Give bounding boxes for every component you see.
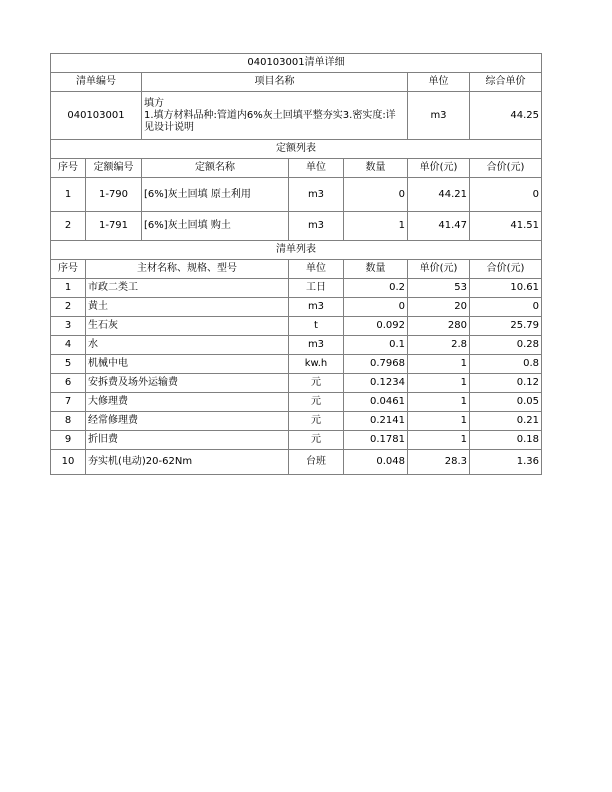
- material-no: 9: [51, 431, 86, 450]
- material-qty: 0.0461: [344, 393, 408, 412]
- material-row: [51, 298, 542, 317]
- material-unit-price: 1: [408, 412, 470, 431]
- quota-unit-price: 41.47: [408, 212, 470, 241]
- item-unit-header: 单位: [408, 73, 470, 92]
- material-qty: 0.1: [344, 336, 408, 355]
- material-no: 1: [51, 279, 86, 298]
- item-price: 44.25: [470, 92, 542, 140]
- material-total: 0.12: [470, 374, 542, 393]
- quota-row: [51, 212, 542, 241]
- material-name: 生石灰: [86, 317, 289, 336]
- quota-no: 2: [51, 212, 86, 241]
- material-qty: 0.7968: [344, 355, 408, 374]
- material-unit: 元: [289, 393, 344, 412]
- material-row: [51, 317, 542, 336]
- material-name: 机械中电: [86, 355, 289, 374]
- item-code: 040103001: [51, 92, 142, 140]
- item-header-row: [51, 73, 542, 92]
- item-code-header: 清单编号: [51, 73, 142, 92]
- material-no: 3: [51, 317, 86, 336]
- quota-header-no: 序号: [51, 159, 86, 178]
- material-qty: 0.1234: [344, 374, 408, 393]
- materials-header-unit: 单位: [289, 260, 344, 279]
- bill-detail-table: [50, 53, 542, 475]
- material-total: 0.18: [470, 431, 542, 450]
- page-title: 040103001清单详细: [51, 54, 542, 73]
- quota-row: [51, 178, 542, 212]
- material-row: [51, 412, 542, 431]
- material-unit: m3: [289, 298, 344, 317]
- quota-total: 41.51: [470, 212, 542, 241]
- quota-header-code: 定额编号: [86, 159, 142, 178]
- material-total: 0: [470, 298, 542, 317]
- materials-section-row: [51, 241, 542, 260]
- material-row: [51, 431, 542, 450]
- quota-section-row: [51, 140, 542, 159]
- material-row: [51, 336, 542, 355]
- materials-header-no: 序号: [51, 260, 86, 279]
- quota-header-name: 定额名称: [142, 159, 289, 178]
- materials-header-total: 合价(元): [470, 260, 542, 279]
- quota-no: 1: [51, 178, 86, 212]
- material-unit: 元: [289, 374, 344, 393]
- material-total: 0.21: [470, 412, 542, 431]
- material-name: 黄土: [86, 298, 289, 317]
- item-unit: m3: [408, 92, 470, 140]
- material-row: [51, 374, 542, 393]
- material-total: 0.8: [470, 355, 542, 374]
- material-unit-price: 28.3: [408, 450, 470, 475]
- material-row: [51, 450, 542, 475]
- item-name-line1: 填方: [144, 97, 164, 109]
- material-name: 折旧费: [86, 431, 289, 450]
- material-row: [51, 393, 542, 412]
- material-unit-price: 20: [408, 298, 470, 317]
- material-total: 25.79: [470, 317, 542, 336]
- quota-unit-price: 44.21: [408, 178, 470, 212]
- quota-header-unit-price: 单价(元): [408, 159, 470, 178]
- material-qty: 0.2141: [344, 412, 408, 431]
- material-unit-price: 2.8: [408, 336, 470, 355]
- title-row: [51, 54, 542, 73]
- material-unit-price: 280: [408, 317, 470, 336]
- quota-name: [6%]灰土回填 原土利用: [142, 178, 289, 212]
- material-total: 0.28: [470, 336, 542, 355]
- material-qty: 0.2: [344, 279, 408, 298]
- material-unit-price: 1: [408, 374, 470, 393]
- material-no: 6: [51, 374, 86, 393]
- material-name: 夯实机(电动)20-62Nm: [86, 450, 289, 475]
- material-qty: 0.092: [344, 317, 408, 336]
- quota-section-title: 定额列表: [51, 140, 542, 159]
- material-no: 8: [51, 412, 86, 431]
- material-unit-price: 53: [408, 279, 470, 298]
- material-total: 10.61: [470, 279, 542, 298]
- material-qty: 0: [344, 298, 408, 317]
- material-row: [51, 279, 542, 298]
- material-no: 5: [51, 355, 86, 374]
- material-unit: t: [289, 317, 344, 336]
- material-row: [51, 355, 542, 374]
- quota-qty: 0: [344, 178, 408, 212]
- item-name-line2: 1.填方材料品种:管道内6%灰土回填平整夯实3.密实度:详见设计说明: [144, 109, 396, 133]
- quota-name: [6%]灰土回填 购土: [142, 212, 289, 241]
- material-name: 安拆费及场外运输费: [86, 374, 289, 393]
- material-unit: 工日: [289, 279, 344, 298]
- material-name: 水: [86, 336, 289, 355]
- quota-unit: m3: [289, 178, 344, 212]
- quota-code: 1-790: [86, 178, 142, 212]
- material-name: 市政二类工: [86, 279, 289, 298]
- material-no: 2: [51, 298, 86, 317]
- quota-code: 1-791: [86, 212, 142, 241]
- material-unit: kw.h: [289, 355, 344, 374]
- item-price-header: 综合单价: [470, 73, 542, 92]
- material-no: 7: [51, 393, 86, 412]
- materials-header-name: 主材名称、规格、型号: [86, 260, 289, 279]
- materials-section-title: 清单列表: [51, 241, 542, 260]
- material-unit-price: 1: [408, 431, 470, 450]
- material-unit: 元: [289, 431, 344, 450]
- material-qty: 0.1781: [344, 431, 408, 450]
- item-name: [142, 92, 408, 140]
- quota-header-total: 合价(元): [470, 159, 542, 178]
- quota-total: 0: [470, 178, 542, 212]
- material-unit-price: 1: [408, 393, 470, 412]
- material-unit-price: 1: [408, 355, 470, 374]
- material-total: 1.36: [470, 450, 542, 475]
- quota-header-row: [51, 159, 542, 178]
- material-no: 10: [51, 450, 86, 475]
- materials-header-qty: 数量: [344, 260, 408, 279]
- quota-unit: m3: [289, 212, 344, 241]
- material-unit: m3: [289, 336, 344, 355]
- item-name-header: 项目名称: [142, 73, 408, 92]
- material-unit: 台班: [289, 450, 344, 475]
- quota-header-qty: 数量: [344, 159, 408, 178]
- material-name: 经常修理费: [86, 412, 289, 431]
- material-no: 4: [51, 336, 86, 355]
- quota-qty: 1: [344, 212, 408, 241]
- material-name: 大修理费: [86, 393, 289, 412]
- materials-header-row: [51, 260, 542, 279]
- material-total: 0.05: [470, 393, 542, 412]
- material-unit: 元: [289, 412, 344, 431]
- material-qty: 0.048: [344, 450, 408, 475]
- item-row: [51, 92, 542, 140]
- materials-header-unit-price: 单价(元): [408, 260, 470, 279]
- quota-header-unit: 单位: [289, 159, 344, 178]
